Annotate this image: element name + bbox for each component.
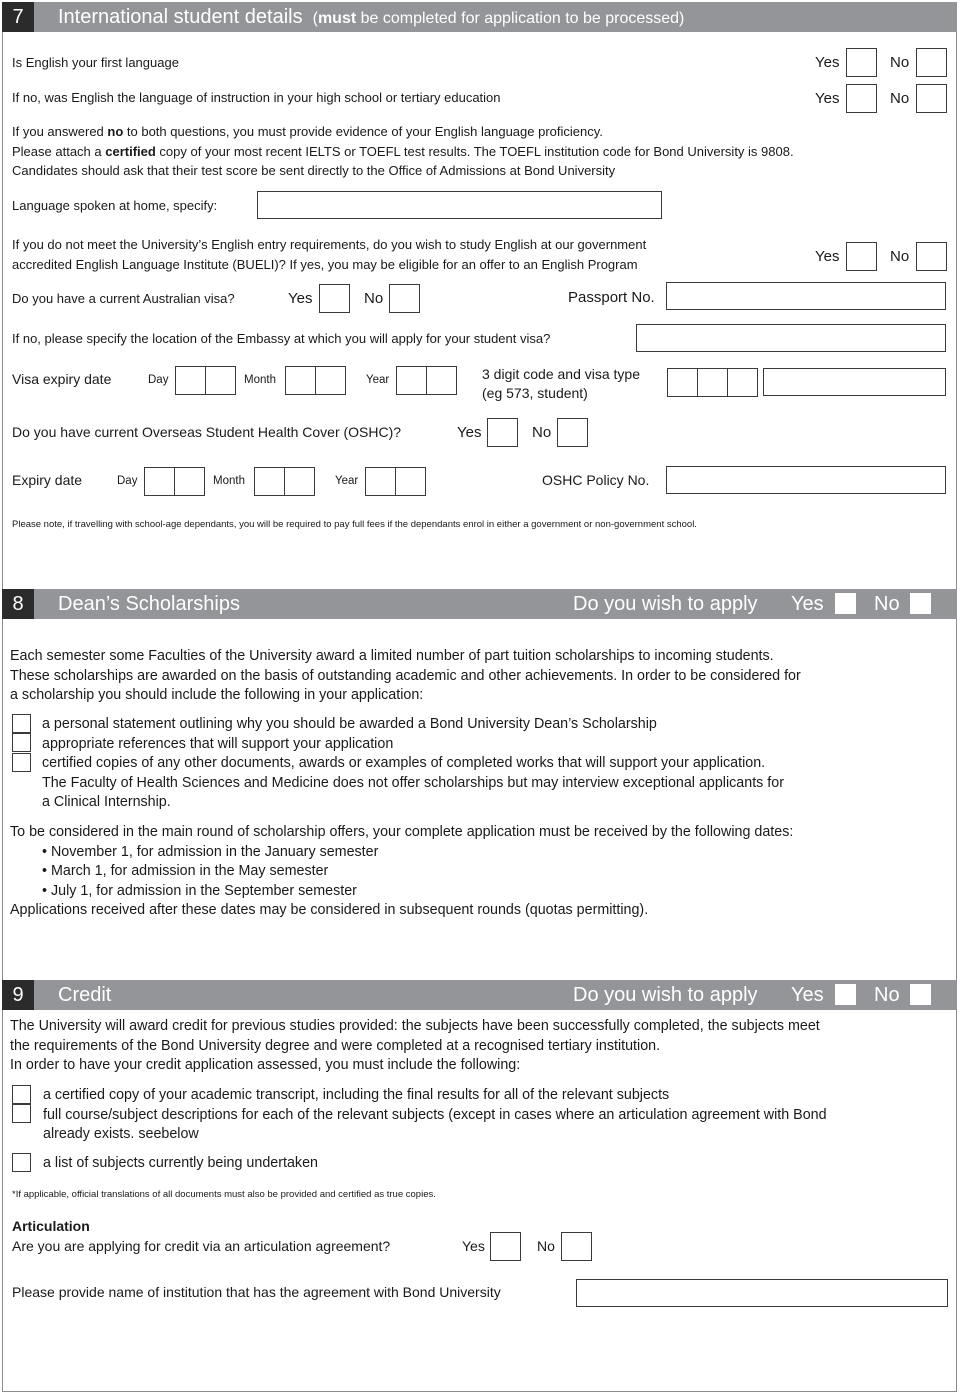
scholarship-intro: Each semester some Faculties of the University award a limited number of part tuition scholarships to incoming students. These scholarships are awarded on the basis of outstanding academic and other achievements. In order to be considered for a scholarship you should include the following in your application: [10,648,801,703]
yes-label: Yes [457,424,482,441]
oshc-question: Do you have current Overseas Student Health Cover (OSHC)? [12,424,402,440]
title-note-emphasis: must [317,10,357,27]
embassy-label: If no, please specify the location of the Embassy at which you will apply for your student visa? [12,331,551,346]
visa-code-input[interactable] [667,368,758,397]
section-8-header [2,589,957,619]
oshc-no-checkbox[interactable] [557,418,588,447]
translation-note: *If applicable, official translations of all documents must also be provided and certified as true copies. [12,1189,436,1200]
credit-descriptions-checkbox[interactable] [12,1104,31,1123]
articulation-no-checkbox[interactable] [561,1232,592,1261]
language-home-label: Language spoken at home, specify: [12,198,218,213]
yes-label: Yes [815,54,840,71]
day-label: Day [148,374,169,386]
articulation-yes-checkbox[interactable] [490,1232,521,1261]
instruction-yes-checkbox[interactable] [846,84,877,113]
passport-label: Passport No. [568,289,655,306]
first-language-yes-checkbox[interactable] [846,48,877,77]
section-number: 9 [2,980,34,1010]
apply-question: Do you wish to apply [573,593,758,615]
oshc-policy-input[interactable] [666,466,946,494]
visa-yes-checkbox[interactable] [319,284,350,313]
no-label: No [890,54,910,71]
language-home-input[interactable] [257,191,662,219]
q-first-language: Is English your first language [12,55,179,70]
credit-apply-yes-checkbox[interactable] [835,984,856,1005]
visa-no-checkbox[interactable] [389,284,420,313]
no-label: No [890,248,910,265]
month-label: Month [213,475,245,487]
no-label: No [364,290,384,307]
checklist-statement-checkbox[interactable] [12,714,31,733]
section-title: Dean’s Scholarships [58,593,240,615]
visa-code-label-1: 3 digit code and visa type [482,366,640,382]
scholarship-checklist: a personal statement outlining why you should be awarded a Bond University Dean’s Scholarship appropriate references that will support your application certified copies of any other documents, awards or examples of completed works that will support your application. The Faculty of Health Sciences and Medicine does not offer scholarships but may interview exceptional applicants for a Clinical Internship. [42,716,784,810]
credit-transcript-checkbox[interactable] [12,1085,31,1104]
oshc-expiry-label: Expiry date [12,472,83,488]
visa-expiry-month-input[interactable] [285,366,346,395]
yes-label: Yes [815,90,840,107]
bueli-yes-checkbox[interactable] [846,242,877,271]
year-label: Year [366,374,390,386]
year-label: Year [335,475,359,487]
institution-input[interactable] [576,1279,948,1307]
no-label: No [532,424,552,441]
evidence-line-3: Candidates should ask that their test score be sent directly to the Office of Admissions at Bond University [12,163,616,178]
no-label: No [537,1238,555,1254]
first-language-no-checkbox[interactable] [916,48,947,77]
instruction-no-checkbox[interactable] [916,84,947,113]
q-instruction-language: If no, was English the language of instruction in your high school or tertiary education [12,90,501,105]
section-7-header [2,2,957,32]
oshc-policy-label: OSHC Policy No. [542,472,650,488]
evidence-line-1: If you answered no to both questions, you must provide evidence of your English language proficiency. [12,124,603,139]
no-label: No [890,90,910,107]
scholarship-dates: To be considered in the main round of scholarship offers, your complete application must be received by the following dates: • November 1, for admission in the January semester • March 1, for admission in the May semester • July 1, for admission in the September semester Applications received after these dates may be considered in subsequent rounds (quotas permitting). [10,824,794,918]
yes-label: Yes [288,290,313,307]
dependants-note: Please note, if travelling with school-age dependants, you will be required to pay full fees if the dependants enrol in either a government or non-government school. [12,519,697,530]
credit-apply-no-checkbox[interactable] [910,984,931,1005]
oshc-yes-checkbox[interactable] [487,418,518,447]
institution-label: Please provide name of institution that has the agreement with Bond University [12,1284,501,1300]
apply-question: Do you wish to apply [573,984,758,1006]
visa-expiry-label: Visa expiry date [12,371,112,387]
bueli-no-checkbox[interactable] [916,242,947,271]
visa-type-input[interactable] [763,368,946,396]
credit-checklist: a certified copy of your academic transcript, including the final results for all of the relevant subjects full course/subject descriptions for each of the relevant subjects (except in cases where an articulation agreement with Bond already exists. seebelow [43,1087,827,1142]
articulation-title: Articulation [12,1218,90,1234]
articulation-question: Are you are applying for credit via an articulation agreement? [12,1238,391,1254]
credit-subjects-checkbox[interactable] [12,1153,31,1172]
checklist-documents-checkbox[interactable] [12,753,31,772]
checklist-references-checkbox[interactable] [12,733,31,752]
section-title: International student details (must be completed for application to be processed) [58,6,685,28]
passport-input[interactable] [666,282,946,310]
section-9-header [2,980,957,1010]
oshc-expiry-year-input[interactable] [365,467,426,496]
apply-no-label: No [874,593,900,615]
visa-expiry-day-input[interactable] [175,366,236,395]
bueli-line-1: If you do not meet the University’s English entry requirements, do you wish to study English at our government [12,237,647,252]
credit-intro: The University will award credit for previous studies provided: the subjects have been successfully completed, the subjects meet the requirements of the Bond University degree and were completed at a recognised tertiary institution. In order to have your credit application assessed, you must include the following: [10,1018,820,1073]
visa-code-label-2: (eg 573, student) [482,385,588,401]
section-title: Credit [58,984,112,1006]
month-label: Month [244,374,276,386]
credit-checklist-3: a list of subjects currently being undertaken [43,1155,318,1171]
oshc-expiry-month-input[interactable] [254,467,315,496]
apply-yes-label: Yes [791,984,824,1006]
apply-no-label: No [874,984,900,1006]
evidence-line-2: Please attach a certified copy of your most recent IELTS or TOEFL test results. The TOEFL institution code for Bond University is 9808. [12,144,794,159]
bueli-line-2: accredited English Language Institute (BUELI)? If yes, you may be eligible for an offer to an English Program [12,257,638,272]
scholarship-apply-no-checkbox[interactable] [910,593,931,614]
embassy-input[interactable] [636,324,946,352]
yes-label: Yes [815,248,840,265]
visa-expiry-year-input[interactable] [396,366,457,395]
section-number: 7 [2,2,34,32]
yes-label: Yes [462,1238,485,1254]
section-number: 8 [2,589,34,619]
visa-question: Do you have a current Australian visa? [12,291,235,306]
scholarship-apply-yes-checkbox[interactable] [835,593,856,614]
apply-yes-label: Yes [791,593,824,615]
day-label: Day [117,475,138,487]
oshc-expiry-day-input[interactable] [144,467,205,496]
